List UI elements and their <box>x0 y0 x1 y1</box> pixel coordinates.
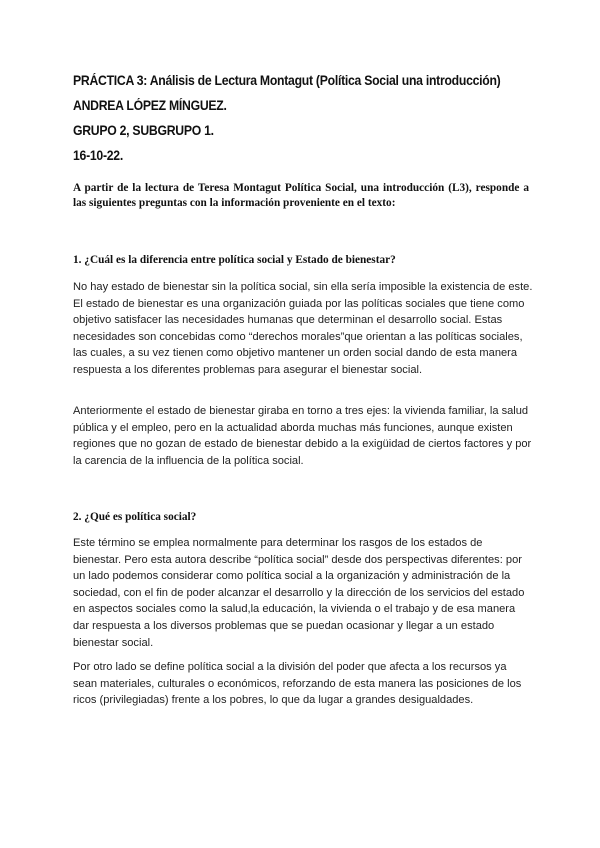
question-1-paragraph-1: No hay estado de bienestar sin la política social, sin ella sería imposible la existencia de este. El estado de bienestar es una organización guiada por las políticas sociales que tiene como objetivo satisfacer las necesidades humanas que determinan el desarrollo social. Estas necesidades son concebidas como “derechos morales”que orientan a las políticas sociales, las cuales, a su vez tienen como objetivo mantener un orden social dando de esta manera respuesta a los diferentes problemas para asegurar el bienestar social. <box>73 281 533 376</box>
group-info: GRUPO 2, SUBGRUPO 1. <box>73 123 214 138</box>
author-name: ANDREA LÓPEZ MÍNGUEZ. <box>73 98 227 113</box>
question-1-title: 1. ¿Cuál es la diferencia entre política social y Estado de bienestar? <box>73 254 396 266</box>
question-2-paragraph-1: Este término se emplea normalmente para determinar los rasgos de los estados de bienestar. Pero esta autora describe “política social” desde dos perspectivas diferentes: por un lado podemos considerar como política social a la organización y administración de la sociedad, con el fin de poder alcanzar el desarrollo y la dirección de los servicios del estado en aspectos sociales como la salud,la educación, la vivienda o el trabajo y de esa manera dar respuesta a los diversos problemas que se puedan ocasionar y llegar a un estado bienestar social. <box>73 537 525 649</box>
question-2-title: 2. ¿Qué es política social? <box>73 511 197 523</box>
question-1-paragraph-2: Anteriormente el estado de bienestar giraba en torno a tres ejes: la vivienda familiar, la salud pública y el empleo, pero en la actualidad aborda muchas más funciones, aunque existen regiones que no gozan de estado de bienestar debido a la exigüidad de ciertos factores y por la carencia de la influencia de la política social. <box>73 405 532 467</box>
question-2-paragraph-2: Por otro lado se define política social a la división del poder que afecta a los recursos ya sean materiales, culturales o económicos, reforzando de esta manera las posiciones de los ricos (privilegiadas) frente a los pobres, lo que da lugar a grandes desigualdades. <box>73 661 522 707</box>
document-date: 16-10-22. <box>73 148 123 163</box>
intro-instructions: A partir de la lectura de Teresa Montagut Política Social, una introducción (L3), responde a las siguientes preguntas con la información proveniente en el texto: <box>73 182 529 209</box>
document-title: PRÁCTICA 3: Análisis de Lectura Montagut (Política Social una introducción) <box>73 73 501 88</box>
